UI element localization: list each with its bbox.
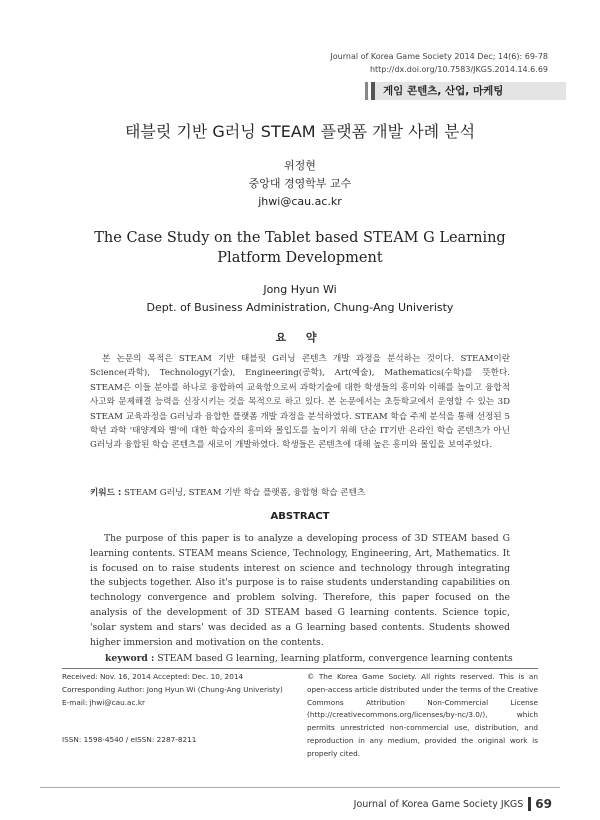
abstract-heading-english: ABSTRACT [270, 511, 330, 522]
license-notice: © The Korea Game Society. All rights reserved. This is an open-access article distributed under the terms of the Creative Commons Attribution Non-Commercial License (http://creativecommons.org/licenses/by-nc/3.0/), which permits unrestricted non-commercial use, distribution, and reproduction in any medium, provided the original work is properly cited. [307, 672, 538, 758]
footer-separator [528, 797, 531, 811]
keywords-label-korean: 키워드 : [90, 488, 122, 498]
journal-citation: Journal of Korea Game Society 2014 Dec; 14(6): 69-78 [330, 52, 548, 61]
abstract-heading-korean: 요 약 [275, 331, 325, 344]
footnote-divider [62, 668, 538, 669]
keywords-text-korean: STEAM G러닝, STEAM 기반 학습 플랫폼, 융합형 학습 콘텐츠 [124, 488, 366, 498]
keywords-label-english: keyword : [105, 653, 155, 664]
author-name-korean: 위정현 [284, 159, 316, 172]
page-footer [354, 797, 552, 811]
page-number: 69 [535, 797, 552, 811]
paper-title-english: The Case Study on the Tablet based STEAM G Learning Platform Development [94, 230, 506, 266]
author-affiliation-english: Dept. of Business Administration, Chung-Ang Univeristy [146, 301, 454, 314]
footnote-publication-info [62, 671, 288, 744]
doi-link[interactable]: http://dx.doi.org/10.7583/JKGS.2014.14.6.69 [369, 65, 548, 74]
author-email[interactable]: jhwi@cau.ac.kr [258, 195, 342, 208]
received-accepted-dates: Received: Nov. 16, 2014 Accepted: Dec. 10, 2014 [62, 672, 244, 681]
keywords-english [105, 652, 525, 666]
author-block-korean [0, 157, 600, 211]
author-affiliation-korean: 중앙대 경영학부 교수 [248, 177, 352, 190]
author-name-english: Jong Hyun Wi [263, 283, 337, 296]
journal-header [248, 50, 548, 76]
abstract-body-english: The purpose of this paper is to analyze a developing process of 3D STEAM based G learning contents. STEAM means Science, Technology, Engineering, Art, Mathematics. It is focused on to raise students interest on science and technology through integrating the subjects together. Also it's purpose is to raise students understanding capabilities on technology convergence and problem solving. Therefore, this paper focused on the analysis of the development of 3D STEAM based G learning contents. Science topic, 'solar system and stars' was decided as a G learning based contents. Students showed higher immersion and motivation on the contents. [90, 533, 510, 648]
keywords-text-english: STEAM based G learning, learning platform, convergence learning contents [157, 653, 513, 664]
corresponding-email[interactable]: E-mail: jhwi@cau.ac.kr [62, 697, 146, 707]
category-badge: 게임 콘텐츠, 산업, 마케팅 [371, 82, 566, 100]
footer-journal-name: Journal of Korea Game Society JKGS [353, 798, 524, 810]
keywords-korean [90, 487, 510, 500]
footer-divider [40, 787, 560, 788]
issn-info: ISSN: 1598-4540 / eISSN: 2287-8211 [62, 735, 197, 744]
corresponding-author: Corresponding Author: Jong Hyun Wi (Chung-Ang Univeristy) [62, 684, 283, 694]
paper-title-korean: 태블릿 기반 G러닝 STEAM 플랫폼 개발 사례 분석 [124, 122, 476, 141]
author-block-english [0, 281, 600, 317]
abstract-body-korean: 본 논문의 목적은 STEAM 기반 태블릿 G러닝 콘텐츠 개발 과정을 분석하는 것이다. STEAM이란 Science(과학), Technology(기술), Engineering(공학), Art(예술), Mathematics(수학)를 뜻한다. STEAM은 이들 분야를 하나로 융합하여 교육함으로써 과학기술에 대한 학생들의 흥미와 이해를 높이고 융합적 사고와 문제해결 능력을 신장시키는 것을 목적으로 하고 있다. 본 논문에서는 초등학교에서 운영할 수 있는 3D STEAM 교육과정을 G러닝과 융합한 플랫폼 개발 과정을 분석하였다. STEAM 학습 주제 분석을 통해 선정된 5학년 과학 '태양계와 별'에 대한 학습자의 흥미와 몰입도를 높이기 위해 단순 IT기반 온라인 학습 콘텐츠가 아닌 G러닝과 융합된 학습 콘텐츠를 새로이 개발하였다. 학생들은 콘텐츠에 대해 높은 흥미와 몰입을 보여주었다. [90, 354, 510, 451]
